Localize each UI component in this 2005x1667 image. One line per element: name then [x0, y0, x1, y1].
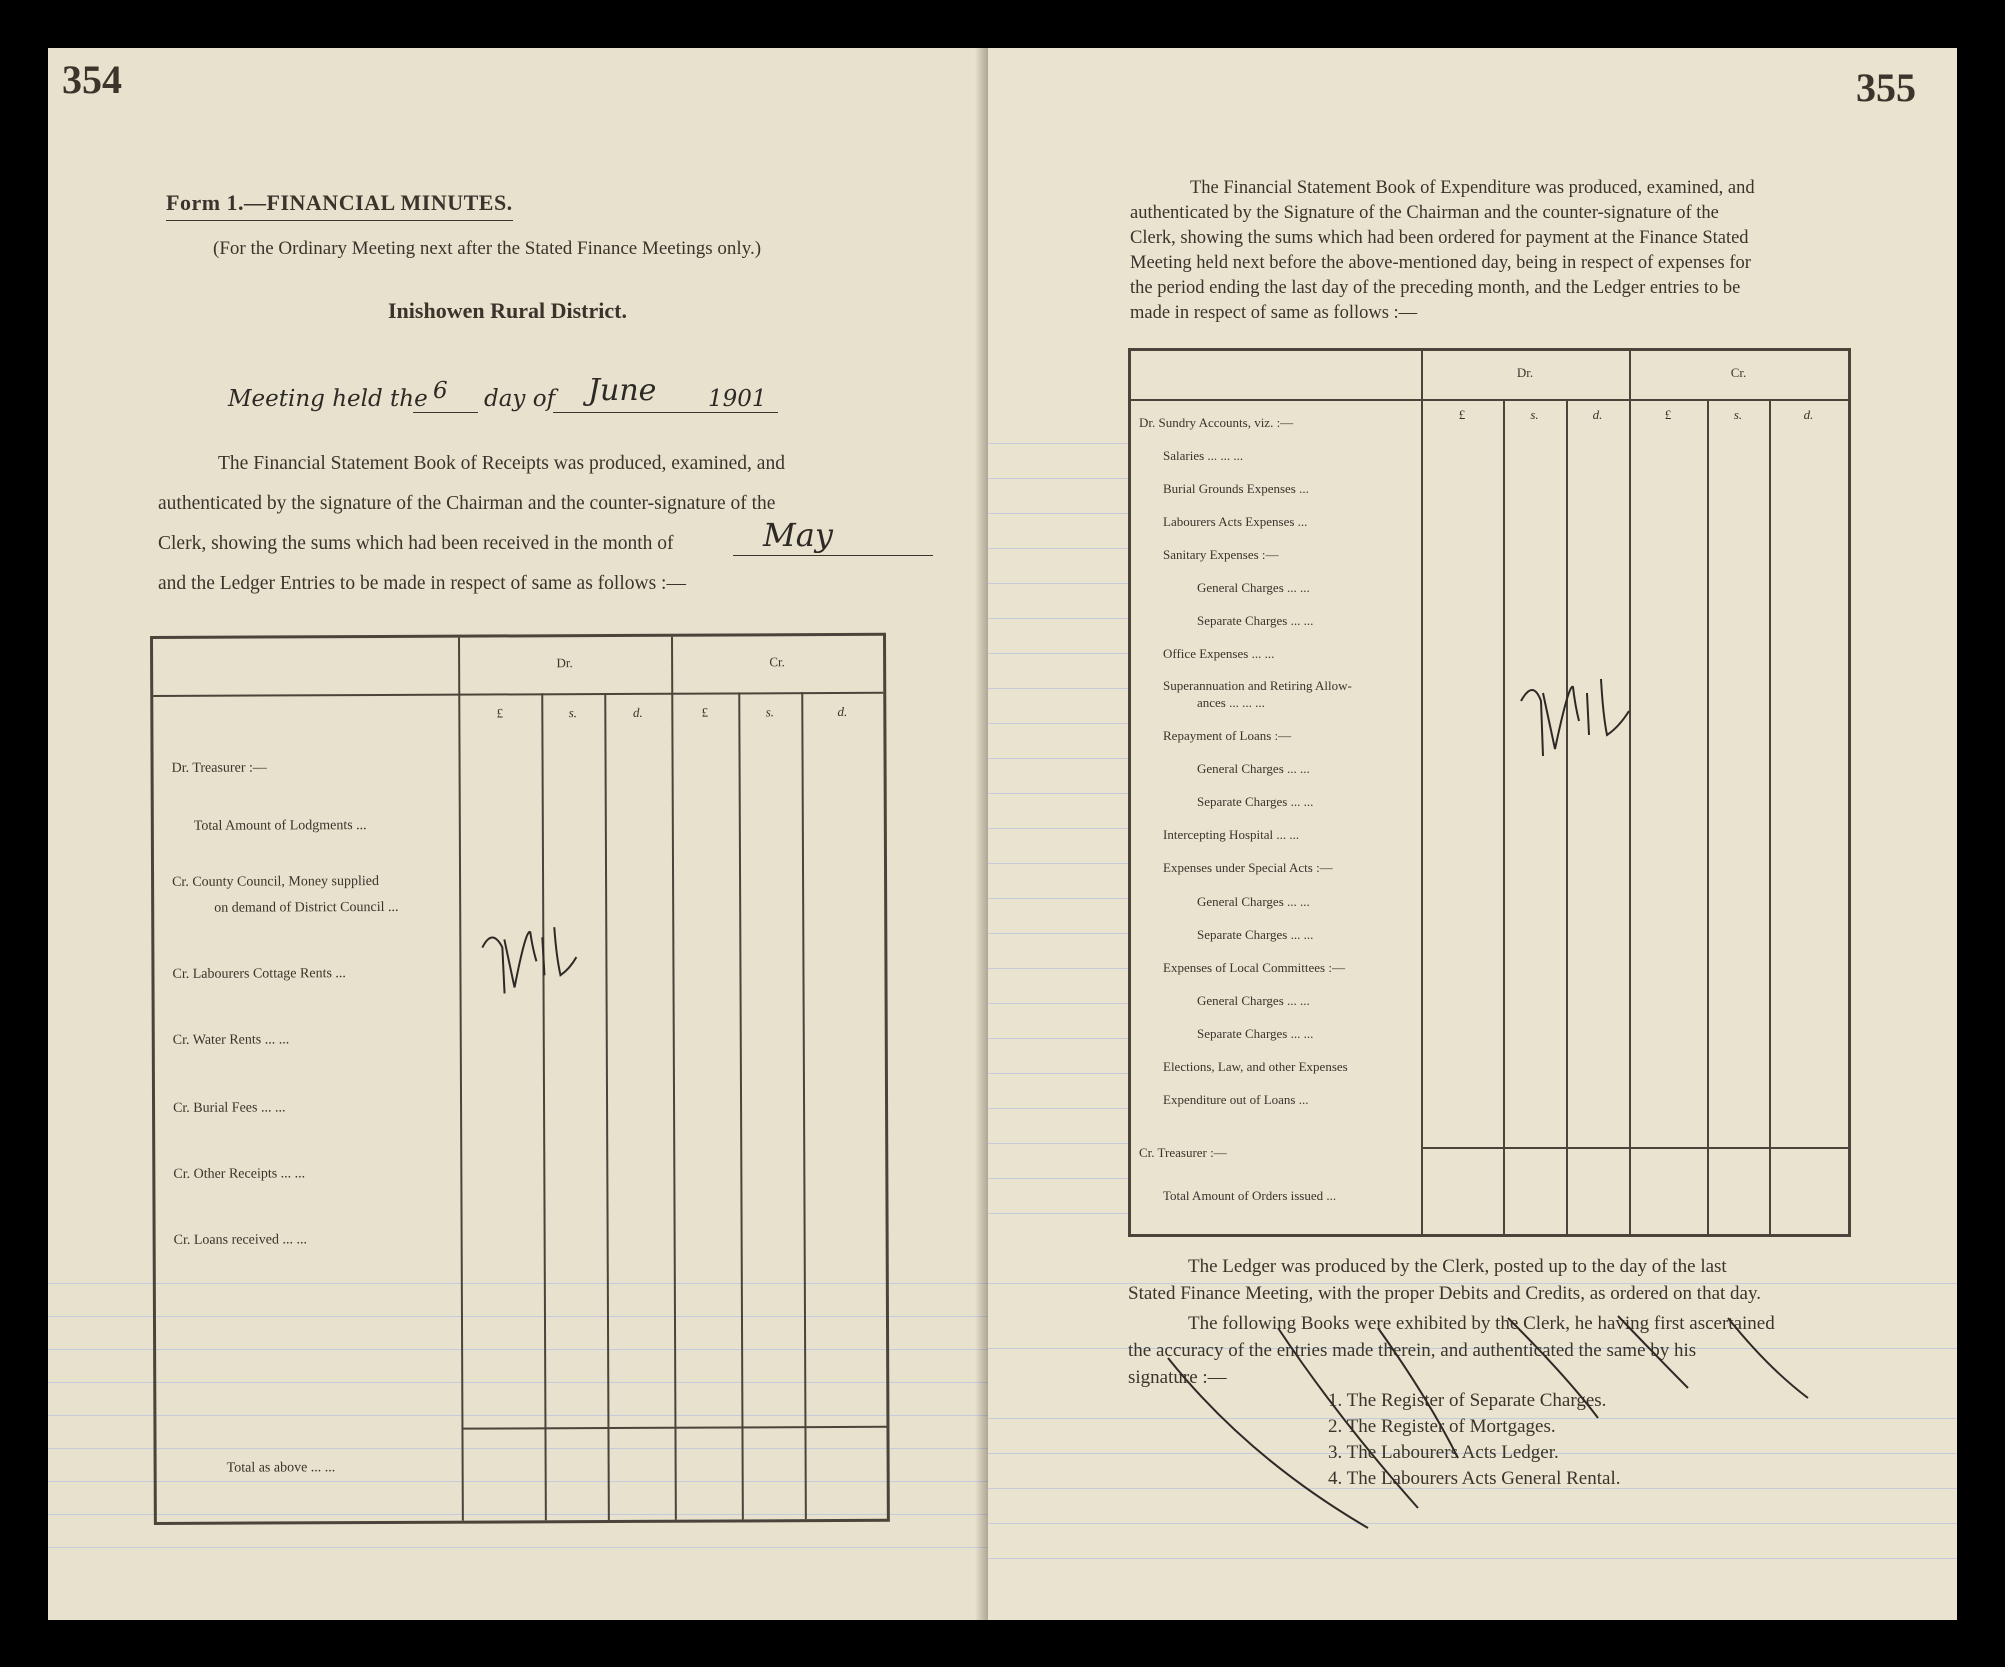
total-rule — [1421, 1147, 1848, 1149]
receipts-ledger-table — [150, 633, 890, 1525]
dr-heading: Dr. — [556, 655, 573, 671]
row-label: Expenses of Local Committees :— — [1163, 960, 1345, 975]
book-list-item: 3. The Labourers Acts Ledger. — [1328, 1442, 1559, 1463]
expenditure-para-line4: Meeting held next before the above-mentioned day, being in respect of expenses for — [1130, 253, 1751, 273]
receipts-para-line3: Clerk, showing the sums which had been received in the month of — [158, 533, 674, 554]
row-label: Dr. Treasurer :— — [171, 760, 267, 776]
ruled-line — [988, 1038, 1128, 1039]
ruled-line — [988, 1073, 1128, 1074]
books-para-line2: the accuracy of the entries made therein, and authenticated the same by his — [1128, 1340, 1697, 1361]
table-header-rule — [153, 692, 883, 697]
row-label: Total Amount of Lodgments ... — [193, 818, 367, 834]
ruled-line — [988, 443, 1128, 444]
book-list-item: 1. The Register of Separate Charges. — [1328, 1390, 1607, 1411]
receipts-para-line4: and the Ledger Entries to be made in respect of same as follows :— — [158, 573, 686, 594]
ruled-line — [988, 968, 1128, 969]
table-divider — [541, 693, 547, 1520]
form-title: Form 1.—FINANCIAL MINUTES. — [166, 190, 513, 221]
expenditure-para-line3: Clerk, showing the sums which had been ordered for payment at the Finance Stated — [1130, 228, 1749, 248]
unit-pounds: £ — [1458, 407, 1466, 422]
right-page — [988, 48, 1957, 1620]
row-label: Separate Charges ... ... — [1197, 794, 1314, 809]
dr-heading: Dr. — [1516, 365, 1534, 380]
ledger-para-line2: Stated Finance Meeting, with the proper Debits and Credits, as ordered on that day. — [1128, 1283, 1761, 1304]
row-label: General Charges ... ... — [1197, 580, 1310, 595]
cr-heading: Cr. — [769, 654, 785, 670]
ruled-line — [988, 478, 1128, 479]
ruled-line — [988, 1178, 1128, 1179]
expenditure-para-line1: The Financial Statement Book of Expenditure was produced, examined, and — [1190, 178, 1755, 198]
ruled-line — [988, 793, 1128, 794]
table-divider — [1503, 399, 1505, 1234]
day-underline — [413, 412, 478, 413]
total-row-label: Total as above ... ... — [226, 1460, 336, 1476]
ruled-line — [988, 933, 1128, 934]
table-divider — [1566, 399, 1568, 1234]
row-label: Sanitary Expenses :— — [1163, 547, 1279, 562]
row-label: Expenditure out of Loans ... — [1163, 1092, 1309, 1107]
row-label: Cr. Loans received ... ... — [173, 1232, 308, 1248]
ruled-line — [988, 1108, 1128, 1109]
table-divider — [738, 692, 744, 1519]
unit-pounds: £ — [496, 705, 504, 721]
ledger-para-line1: The Ledger was produced by the Clerk, posted up to the day of the last — [1188, 1256, 1727, 1277]
row-label: Cr. Labourers Cottage Rents ... — [172, 966, 346, 982]
unit-pounds: £ — [1664, 407, 1672, 422]
ruled-line — [988, 583, 1128, 584]
nil-handwriting — [474, 917, 594, 998]
district-name: Inishowen Rural District. — [388, 298, 627, 323]
expenditure-para-line2: authenticated by the Signature of the Chairman and the counter-signature of the — [1130, 203, 1719, 223]
expenditure-para-line6: made in respect of same as follows :— — [1130, 303, 1418, 323]
ruled-line — [988, 1558, 1957, 1559]
ruled-line — [988, 618, 1128, 619]
ruled-line — [988, 653, 1128, 654]
year-underline — [708, 412, 778, 413]
ruled-line — [48, 1547, 988, 1548]
meeting-month: June — [588, 373, 657, 408]
table-header-rule — [1131, 399, 1848, 401]
unit-shillings: s. — [568, 705, 578, 721]
table-divider — [1707, 399, 1709, 1234]
unit-pence: d. — [1803, 407, 1814, 422]
ruled-line — [988, 898, 1128, 899]
unit-shillings: s. — [1530, 407, 1539, 422]
unit-pence: d. — [837, 703, 848, 720]
row-label: Separate Charges ... ... — [1197, 927, 1314, 942]
form-subtitle: (For the Ordinary Meeting next after the Stated Finance Meetings only.) — [213, 238, 762, 259]
row-label: Expenses under Special Acts :— — [1163, 860, 1333, 875]
book-list-item: 4. The Labourers Acts General Rental. — [1328, 1468, 1621, 1489]
meeting-year: 1901 — [708, 386, 767, 412]
row-label: Cr. Treasurer :— — [1139, 1145, 1227, 1160]
table-divider — [604, 693, 610, 1520]
table-divider — [1421, 351, 1423, 1234]
books-para-line3: signature :— — [1128, 1367, 1227, 1388]
page-number: 354 — [62, 57, 122, 102]
ruled-line — [988, 1003, 1128, 1004]
table-divider — [458, 638, 464, 1521]
expenditure-ledger-table — [1128, 348, 1851, 1237]
row-label: Office Expenses ... ... — [1163, 646, 1275, 661]
ruled-line — [988, 828, 1128, 829]
row-label: Cr. Other Receipts ... ... — [173, 1166, 306, 1182]
row-label: ances ... ... ... — [1197, 695, 1265, 710]
row-label: Cr. Water Rents ... ... — [172, 1032, 290, 1048]
row-label: Salaries ... ... ... — [1163, 448, 1244, 463]
unit-pence: d. — [632, 704, 643, 720]
row-label: Separate Charges ... ... — [1197, 613, 1314, 628]
table-divider — [1769, 399, 1771, 1234]
row-label: on demand of District Council ... — [214, 899, 399, 916]
table-divider — [1629, 351, 1631, 1234]
expenditure-para-line5: the period ending the last day of the preceding month, and the Ledger entries to be — [1130, 278, 1741, 298]
meeting-day: 6 — [433, 378, 448, 404]
ruled-line — [988, 513, 1128, 514]
ruled-line — [988, 758, 1128, 759]
row-label: Burial Grounds Expenses ... — [1163, 481, 1309, 496]
row-label: Elections, Law, and other Expenses — [1163, 1059, 1348, 1074]
meeting-prefix: Meeting held the — [228, 386, 428, 412]
receipts-para-line2: authenticated by the signature of the Chairman and the counter-signature of the — [158, 493, 776, 514]
left-page — [48, 48, 988, 1620]
receipts-para-line1: The Financial Statement Book of Receipts was produced, examined, and — [218, 453, 785, 474]
row-label: Dr. Sundry Accounts, viz. :— — [1139, 415, 1294, 430]
books-para-line1: The following Books were exhibited by the Clerk, he having first ascertained — [1188, 1313, 1775, 1334]
table-divider — [671, 637, 677, 1520]
ruled-line — [988, 688, 1128, 689]
book-list-item: 2. The Register of Mortgages. — [1328, 1416, 1556, 1437]
meeting-mid: day of — [484, 386, 556, 412]
row-label: General Charges ... ... — [1197, 761, 1310, 776]
ruled-line — [988, 1143, 1128, 1144]
row-label: Labourers Acts Expenses ... — [1163, 514, 1308, 529]
row-label: Total Amount of Orders issued ... — [1163, 1188, 1337, 1203]
row-label: General Charges ... ... — [1197, 894, 1310, 909]
table-divider — [801, 692, 807, 1519]
row-label: Intercepting Hospital ... ... — [1163, 827, 1300, 842]
row-label: Repayment of Loans :— — [1163, 728, 1292, 743]
ruled-line — [988, 723, 1128, 724]
nil-handwriting — [1511, 671, 1651, 761]
row-label: Cr. Burial Fees ... ... — [173, 1100, 286, 1116]
page-number: 355 — [1856, 65, 1916, 110]
receipts-month-underline — [733, 555, 933, 556]
strikethrough-strokes — [1128, 1308, 1848, 1538]
unit-pounds: £ — [701, 704, 709, 720]
row-label: Cr. County Council, Money supplied — [172, 874, 379, 890]
row-label: Separate Charges ... ... — [1197, 1026, 1314, 1041]
unit-shillings: s. — [1733, 407, 1743, 422]
row-label: Superannuation and Retiring Allow- — [1163, 678, 1352, 693]
ruled-line — [988, 548, 1128, 549]
ruled-line — [988, 1213, 1128, 1214]
receipts-month: May — [763, 516, 833, 554]
row-label: General Charges ... ... — [1197, 993, 1310, 1008]
cr-heading: Cr. — [1730, 365, 1747, 380]
unit-pence: d. — [1592, 407, 1603, 422]
ruled-line — [988, 863, 1128, 864]
unit-shillings: s. — [765, 704, 775, 720]
